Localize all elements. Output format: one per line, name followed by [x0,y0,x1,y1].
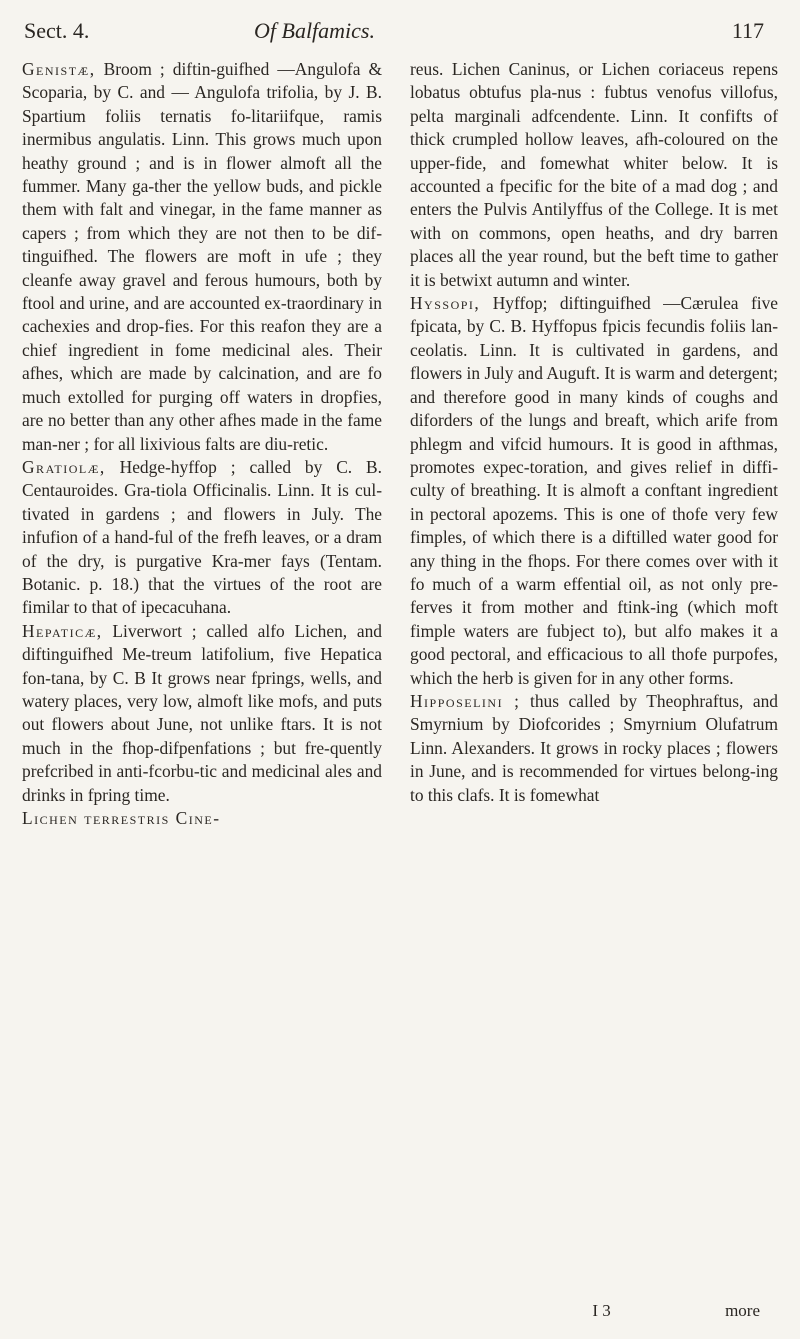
signature-mark: I 3 [592,1301,611,1320]
entry-genistae [22,58,382,456]
entry-headword: Hepaticæ, [22,620,103,641]
entry-hipposelini [410,690,778,807]
running-header [24,10,776,50]
left-column [22,58,382,1319]
entry-headword: Lichen terrestris Cine- [22,808,221,828]
entry-text: Hedge-hyffop ; called by C. B. Centauroides. Gra-tiola Officinalis. Linn. It is cul-tivated in gardens ; and flowers in July. The infufion of a hand-ful of the frefh leaves, or a dram of the dry, is purgative Kra-mer fays (Tentam. Botanic. p. 18.) that the virtues of the root are fimilar to that of ipecacuhana. [22,456,382,618]
entry-headword: Hipposelini ; [410,690,521,711]
entry-hepaticae [22,620,382,807]
entry-headword: Gratiolæ, [22,456,106,477]
section-label: Sect. 4. [24,18,90,43]
entry-text: Hyffop; diftinguifhed —Cærulea five fpicata, by C. B. Hyffopus fpicis fecundis foliis lan-ceolatis. Linn. It is cultivated in gardens, and flowers in July and Auguft. It is warm and detergent; and therefore good in many kinds of coughs and diforders of the lungs and breaft, which arife from phlegm and vifcid humours. It is good in afthmas, promotes expec-toration, and gives relief in diffi-culty of breathing. It is almoft a conftant ingredient in pectoral apozems. This is one of thofe very few fimples, of which there is a diftilled water good for any thing in the fhops. For there comes over with it fo much of a warm effential oil, as not only pre-ferves it from mother and ftink-ing (which moft fimple waters are fubject to), but alfo makes it a good pectoral, and efficacious to all thofe purpofes, which the herb is given for in any other forms. [410,293,778,688]
right-column [410,58,778,1319]
entry-text: reus. Lichen Caninus, or Lichen coriaceus repens lobatus obtufus pla-nus : fubtus venofus villofus, pelta marginali adfcendente. Linn. It confifts of thick crumpled hollow leaves, afh-coloured on the upper-fide, and fomewhat whiter below. It is accounted a fpecific for the bite of a mad dog ; and enters the Pulvis Antilyffus of the College. It is met with on commons, open heaths, and dry barren places all the year round, but the beft time to gather it is betwixt autumn and winter. [410,59,778,290]
entry-gratiolae [22,456,382,620]
catchword: more [725,1301,760,1320]
running-title: Of Balfamics. [254,18,375,43]
entry-headword: Hyssopi, [410,293,481,314]
entry-lichen-cont [410,58,778,292]
page-footer [592,1301,760,1321]
entry-text: Broom ; diftin-guifhed —Angulofa & Scoparia, by C. and — Angulofa trifolia, by J. B. Spartium foliis ternatis fo-litariifque, ramis inermibus angulatis. Linn. This grows much upon heathy ground ; and is in flower almoft all the fummer. Many ga-ther the yellow buds, and pickle them with falt and vinegar, in the fame manner as capers ; from which they are not then to be dif-tinguifhed. The flowers are moft in ufe ; they cleanfe away gravel and ferous humours, both by ftool and urine, and are accounted ex-traordinary in cachexies and drop-fies. For this reafon they are a chief ingredient in fome medicinal ales. Their afhes, which are made by calcination, and are fo much extolled for purging off waters in dropfies, are no better than any other afhes made in the fame man-ner ; for all lixivious falts are diu-retic. [22,59,382,454]
entry-lichen-start [22,807,382,830]
page-number: 117 [731,18,764,43]
entry-text: thus called by Theophraftus, and Smyrnium by Diofcorides ; Smyrnium Olufatrum Linn. Alexanders. It grows in rocky places ; flowers in June, and is recommended for virtues belong-ing to this clafs. It is fomewhat [410,690,778,805]
entry-headword: Genistæ, [22,59,96,79]
entry-text: Liverwort ; called alfo Lichen, and diftinguifhed Me-treum latifolium, five Hepatica fon-tana, by C. B It grows near fprings, wells, and watery places, very low, almoft like mofs, and puts out flowers about June, not unlike ftars. It is not much in the fhop-difpenfations ; but fre-quently prefcribed in anti-fcorbu-tic and medicinal ales and drinks in fpring time. [22,620,382,805]
entry-hyssopi [410,292,778,690]
